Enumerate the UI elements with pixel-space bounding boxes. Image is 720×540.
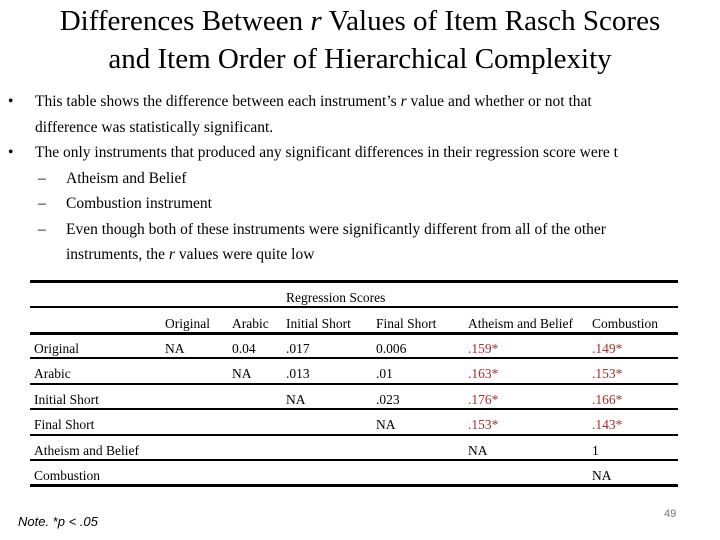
subbullet-item xyxy=(8,191,720,217)
sub-marker: – xyxy=(38,195,46,212)
subbullet-item xyxy=(8,166,720,192)
bullet-continuation xyxy=(8,115,720,141)
bullet-item xyxy=(8,140,720,166)
table-cell: NA xyxy=(592,468,612,483)
table-rule xyxy=(30,332,678,335)
column-header: Atheism and Belief xyxy=(468,316,573,331)
subbullet-text: Combustion instrument xyxy=(66,195,212,212)
row-label: Original xyxy=(34,341,79,356)
subbullet-text: Atheism and Belief xyxy=(66,169,187,187)
bullet-r: r xyxy=(400,93,407,110)
bullet-item xyxy=(8,89,720,115)
significant-cell: .143* xyxy=(592,417,623,433)
subbullet-text: values were quite low xyxy=(174,246,315,263)
table-cell: .017 xyxy=(286,341,310,356)
table-cell: 0.04 xyxy=(232,341,256,356)
table-rule xyxy=(30,434,678,436)
sub-marker: – xyxy=(38,169,46,187)
row-label: Arabic xyxy=(34,366,71,382)
significant-cell: .176* xyxy=(468,391,499,407)
title-r: r xyxy=(310,5,322,37)
bullet-marker: • xyxy=(8,93,14,110)
subbullet-item xyxy=(8,217,720,243)
bullet-marker: • xyxy=(8,144,14,161)
significant-cell: .159* xyxy=(468,341,499,356)
subbullet-text: Even though both of these instruments were significantly different from all of the other xyxy=(66,220,606,238)
row-label: Atheism and Belief xyxy=(34,442,139,458)
subbullet-continuation xyxy=(8,242,720,268)
row-label: Combustion xyxy=(34,468,101,483)
title-text: Differences Between xyxy=(59,5,311,37)
footnote: Note. *p < .05 xyxy=(18,514,98,529)
table-rule xyxy=(30,357,678,359)
significant-cell: .153* xyxy=(592,366,623,382)
column-header: Original xyxy=(165,316,210,331)
sub-marker: – xyxy=(38,220,46,238)
bullet-text: The only instruments that produced any significant differences in their regression score were t xyxy=(35,144,618,161)
row-label: Final Short xyxy=(34,417,95,433)
table-rule xyxy=(30,306,678,308)
table-rule xyxy=(30,484,678,487)
slide-title xyxy=(0,2,720,78)
title-text: Values of Item Rasch Scores xyxy=(321,5,661,37)
table-cell: NA xyxy=(376,417,396,433)
significant-cell: .163* xyxy=(468,366,499,382)
table-rule xyxy=(30,280,678,283)
significant-cell: .153* xyxy=(468,417,499,433)
table-cell: NA xyxy=(165,341,185,356)
table-cell: .01 xyxy=(376,366,393,382)
significant-cell: .149* xyxy=(592,341,623,356)
table-rule xyxy=(30,459,678,461)
table-cell: NA xyxy=(232,366,252,382)
table-cell: NA xyxy=(286,391,306,407)
bullet-text: difference was statistically significant. xyxy=(35,118,274,136)
table-cell: .023 xyxy=(376,391,400,407)
table-rule xyxy=(30,383,678,385)
bullet-list xyxy=(8,89,720,268)
table-cell: .013 xyxy=(286,366,310,382)
column-header: Arabic xyxy=(232,316,269,331)
significant-cell: .166* xyxy=(592,391,623,407)
table-rule xyxy=(30,408,678,410)
title-line-2: and Item Order of Hierarchical Complexity xyxy=(108,43,612,75)
table-cell: 0.006 xyxy=(376,341,407,356)
table-cell: NA xyxy=(468,442,488,458)
column-header: Combustion xyxy=(592,316,659,331)
subbullet-text: instruments, the xyxy=(66,246,169,263)
bullet-text: This table shows the difference between each instrument’s xyxy=(35,93,401,110)
column-header: Final Short xyxy=(376,316,437,331)
row-label: Initial Short xyxy=(34,391,99,407)
bullet-text: value and whether or not that xyxy=(406,93,592,110)
page-number: 49 xyxy=(664,508,677,520)
subbullet-r: r xyxy=(168,246,175,263)
column-header: Initial Short xyxy=(286,316,351,331)
table-caption: Regression Scores xyxy=(286,290,386,305)
table-cell: 1 xyxy=(592,442,599,458)
